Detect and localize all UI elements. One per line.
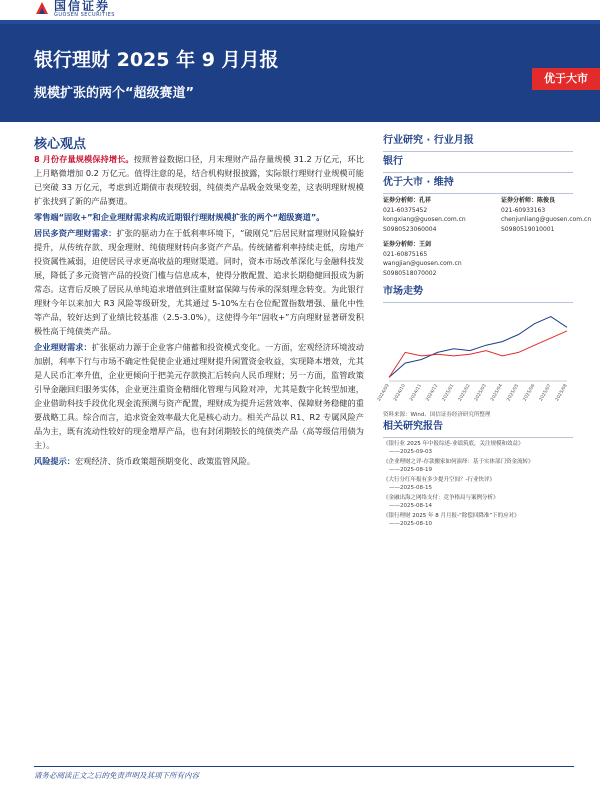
x-tick-label: 2025/01 (441, 383, 456, 403)
x-tick-label: 2024/11 (409, 383, 424, 403)
related-item[interactable] (383, 512, 573, 528)
x-tick-label: 2025/06 (522, 383, 537, 403)
para-resident-body: 扩张的驱动力在于低利率环境下，“破刚兑”后居民财富理财风险偏好提升，从传统存款、现金理财、纯债理财转向多资产产品。传统储蓄利率持续走低，房地产投资属性减弱，迫使居民寻求更高收益的理财渠道。同时，资本市场改革深化与金融科技发展，降低了多元资管产品的投资门槛与信息成本，使得分散配置、追求长期稳健回报成为新常态。这背后反映了居民从单纯追求增值到注重财富保障与传承的深刻理念转变。为此银行理财今年以来加大 R3 风险等级研发，尤其通过 5-10%左右仓位配置指数增强、量化中性等产品，较好达到了业绩比较基准（2.5-3.0%），这使得今年“固收+”方向理财显著研发积极性高于纯债类产品。 (34, 228, 364, 336)
related-item[interactable] (383, 458, 573, 474)
x-tick-label: 2025/03 (474, 383, 488, 403)
related-item-title: 《大行分红年报有多少提升空间？-行业快评》 (383, 477, 495, 483)
para-resident-lead: 居民多资产理财需求： (34, 228, 117, 238)
logo-name-en: GUOSEN SECURITIES (54, 12, 115, 18)
related-item[interactable] (383, 476, 573, 492)
divider (383, 193, 573, 194)
related-item-date: ——2025-08-14 (389, 503, 432, 509)
x-tick-label: 2024/10 (393, 383, 407, 403)
rating-line: 优于大市 · 维持 (383, 177, 454, 188)
divider (383, 151, 573, 152)
guosen-logo-icon (34, 0, 50, 16)
logo-name-cn: 国信证券 (54, 0, 111, 13)
analyst-email[interactable]: chenjunliang@guosen.com.cn (501, 216, 592, 223)
chart-source: 资料来源：Wind、国信证券经济研究所整理 (383, 412, 491, 418)
related-item[interactable] (383, 440, 573, 456)
analyst-email[interactable]: kongxiang@guosen.com.cn (383, 216, 466, 223)
analyst-grid (383, 196, 592, 284)
divider (383, 302, 573, 303)
analyst-email[interactable]: wangjian@guosen.com.cn (383, 260, 462, 267)
related-item[interactable] (383, 494, 573, 510)
analyst-card (383, 240, 501, 278)
divider (383, 172, 573, 173)
analyst-card (501, 196, 592, 234)
para-risk-lead: 风险提示： (34, 456, 75, 466)
x-tick-label: 2025/04 (490, 383, 505, 403)
footer-disclaimer[interactable]: 请务必阅读正文之后的免责声明及其项下所有内容 (34, 771, 199, 780)
para-super-track (34, 210, 364, 224)
related-item-title: 《银行理财 2025 年 8 月月报-“除偿回降准”下的应对》 (383, 513, 520, 519)
para-corporate-body: 扩张驱动力源于企业客户储蓄和投资模式变化。一方面，宏观经济环境波动加剧，利率下行与市场不确定性促使企业通过理财提升闲置资金收益，实现降本增效，尤其是人民币汇率升值，企业更倾向于把美元存款换汇后转向人民币理财；另一方面，监管政策引导金融回归服务实体，企业更注重资金精细化管理与风险对冲，尤其是数字化转型加速，企业借助科技手段优化现金流预测与资产配置，理财成为提升运营效率、保障财务稳健的重要战略工具。综合而言，追求资金效率最大化是核心动力。相关产品以 R1、R2 专属风险产品为主，既有流动性较好的现金增厚产品，也有封闭期较长的纯债类产品（高等级信用债为主）。 (34, 342, 364, 450)
related-item-title: 《银行业 2025 年中报综述-业绩筑底，关注规模和效益》 (383, 441, 524, 447)
report-category: 行业研究 · 行业月报 (383, 135, 474, 146)
divider (383, 437, 573, 438)
analyst-label: 证券分析师：王剑 (383, 241, 432, 248)
report-title: 银行理财 2025 年 9 月月报 (34, 49, 279, 71)
analyst-phone: 021-60375452 (383, 206, 428, 214)
related-item-date: ——2025-09-03 (389, 449, 432, 455)
analyst-cert: S0980523060004 (383, 225, 437, 233)
analyst-cert: S0980519010001 (501, 225, 555, 233)
para-scale (34, 152, 364, 208)
related-title: 相关研究报告 (383, 421, 443, 432)
x-tick-label: 2025/02 (457, 383, 472, 403)
related-item-date: ——2025-08-10 (389, 521, 432, 527)
x-tick-label: 2025/05 (506, 383, 521, 403)
para-corporate-demand (34, 340, 364, 452)
market-trend-svg (377, 307, 573, 411)
analyst-cert: S0980518070002 (383, 269, 437, 277)
banner-stripe (0, 20, 600, 24)
chart-title: 市场走势 (383, 286, 423, 297)
x-tick-label: 2024/12 (425, 383, 440, 403)
x-tick-label: 2025/08 (555, 383, 569, 403)
para-resident-demand (34, 226, 364, 338)
related-item-title: 《金融出海之网络支付：竞争格局与案例分析》 (383, 495, 499, 501)
related-item-date: ——2025-08-19 (389, 467, 432, 473)
logo-strip (0, 0, 600, 20)
related-item-title: 《企业理财之评-存款搬家如何演绎：基于实体部门资金流转》 (383, 459, 534, 465)
analyst-label: 证券分析师：孔祥 (383, 197, 432, 204)
market-trend-chart (377, 307, 573, 411)
series-line-0 (389, 317, 567, 378)
para-corporate-lead: 企业理财需求： (34, 342, 92, 352)
related-list (383, 440, 573, 528)
para-risk-body: 宏观经济、货币政策超预期变化、政策监管风险。 (74, 456, 256, 466)
para-scale-body: 按照普益数据口径，月末理财产品存量规模 31.2 万亿元，环比上月略微增加 0.2 万亿元。值得注意的是，结合机构财报披露，实际银行理财行业规模可能已突破 33 万亿元，考虑到近期债市表现较弱，纯债类产品吸金效果变差，这表明理财规模扩张找到了新的产品赛道。 (34, 154, 364, 206)
analyst-phone: 021-60933163 (501, 206, 546, 214)
footer-divider (34, 766, 574, 767)
core-title: 核心观点 (34, 137, 87, 152)
para-risk (34, 454, 364, 468)
industry-name: 银行 (383, 156, 403, 167)
analyst-label: 证券分析师：陈俊良 (501, 197, 556, 204)
analyst-card (383, 196, 501, 234)
sidebar (377, 133, 592, 530)
related-item-date: ——2025-08-15 (389, 485, 432, 491)
core-content (34, 152, 364, 470)
series-line-1 (389, 331, 567, 378)
report-subtitle: 规模扩张的两个“超级赛道” (34, 86, 195, 101)
para-scale-lead: 8 月份存量规模保持增长。 (34, 154, 134, 164)
rating-badge: 优于大市 (532, 68, 600, 90)
x-tick-label: 2025/07 (538, 383, 553, 403)
analyst-phone: 021-60875165 (383, 250, 428, 258)
x-tick-label: 2024/09 (377, 383, 391, 403)
para-super-track-lead: 零售端“固收+”和企业理财需求构成近期银行理财规模扩张的两个“超级赛道”。 (34, 212, 325, 222)
title-banner (0, 20, 600, 122)
